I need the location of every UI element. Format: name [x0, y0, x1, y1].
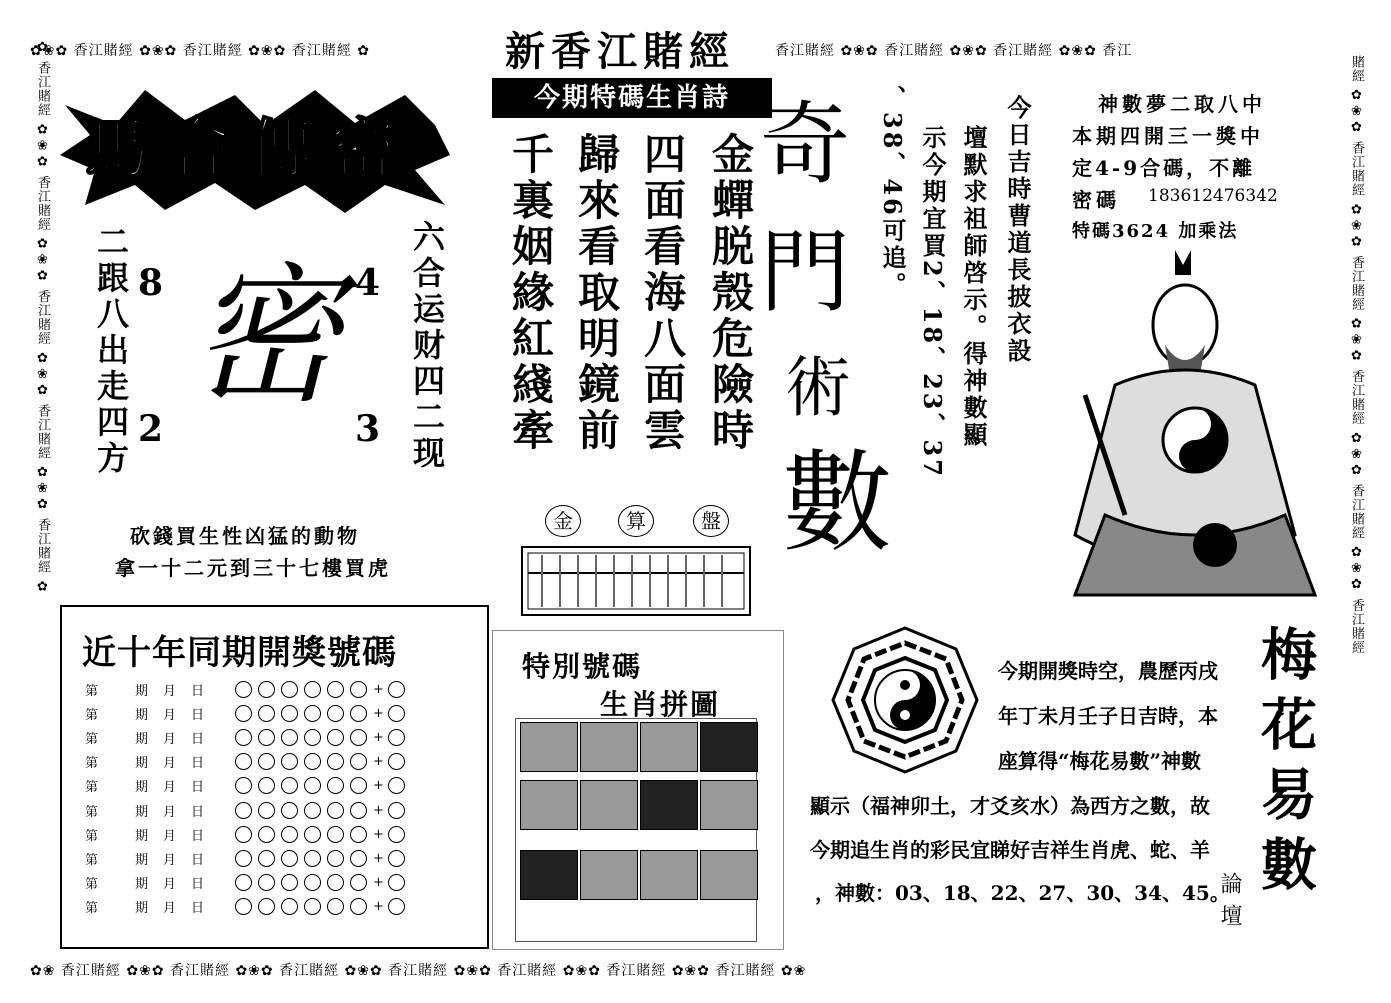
month-label: 月	[163, 877, 177, 893]
puzzle-piece	[520, 722, 578, 772]
puzzle-piece	[700, 722, 758, 772]
meihua-text-1: 今期開獎時空，農歷丙戌	[998, 659, 1218, 683]
number-circle	[327, 874, 344, 891]
history-row	[85, 750, 411, 774]
prophecy-line-1: 今日吉時曹道長披衣設	[1003, 95, 1032, 365]
riddle-line-2: 拿一十二元到三十七樓買虎	[115, 556, 391, 580]
shenshu-line-2: 本期四開三一獎中	[1072, 124, 1264, 148]
special-number-circle	[388, 681, 405, 698]
number-circle	[350, 753, 367, 770]
special-number-circle	[388, 729, 405, 746]
special-number-circle	[388, 705, 405, 722]
qimen-char-2: 門	[760, 220, 850, 325]
number-circle	[281, 802, 298, 819]
number-circle	[281, 777, 298, 794]
number-circle	[327, 705, 344, 722]
shenshu-line-1: 神數夢二取八中	[1098, 92, 1266, 116]
special-number-circle	[388, 898, 405, 915]
number-circle	[304, 826, 321, 843]
prophecy-line-3: 示今期宜買2、18、23、37	[918, 125, 947, 479]
month-label: 月	[163, 828, 177, 844]
history-row	[85, 701, 411, 725]
number-tr: 4	[355, 262, 381, 304]
number-circle	[350, 729, 367, 746]
period-suffix: 期	[135, 707, 149, 723]
number-circle	[304, 777, 321, 794]
puzzle-piece	[520, 850, 578, 900]
period-suffix: 期	[135, 804, 149, 820]
number-circle	[327, 826, 344, 843]
poem-subtitle: 今期特碼生肖詩	[492, 78, 772, 118]
top-border-left: ✿❀✿ 香江賭經 ✿❀✿ 香江賭經 ✿❀✿ 香江賭經 ✿	[30, 43, 371, 59]
number-circle	[327, 898, 344, 915]
jinsuanpan-label-1: 金	[545, 505, 581, 537]
bagua-diagram	[830, 625, 980, 775]
period-suffix: 期	[135, 828, 149, 844]
plus-sign: +	[373, 705, 384, 721]
bottom-border: ✿❀ 香江賭經 ✿❀✿ 香江賭經 ✿❀✿ 香江賭經 ✿❀✿ 香江賭經 ✿❀✿ 香江賭經 ✿❀✿ 香江賭經 ✿❀✿ 香江賭經 ✿❀	[30, 963, 807, 979]
period-label: 第	[85, 731, 99, 747]
history-row	[85, 846, 411, 870]
left-phrase: 二跟八出走四方	[92, 225, 130, 477]
number-circle	[258, 705, 275, 722]
number-circle	[258, 681, 275, 698]
special-number-circle	[388, 874, 405, 891]
number-circle	[281, 874, 298, 891]
plus-sign: +	[373, 802, 384, 818]
history-row	[85, 725, 411, 749]
prophecy-line-2: 壇默求祖師啓示。得神數顯	[959, 125, 988, 449]
left-border: ✿ 香江賭經 ✿❀✿ 香江賭經 ✿❀✿ 香江賭經 ✿❀✿ 香江賭經 ✿❀✿ 香江賭經 ✿	[35, 40, 50, 596]
number-circle	[235, 850, 252, 867]
month-label: 月	[163, 901, 177, 917]
number-circle	[350, 705, 367, 722]
qimen-char-1: 奇	[760, 92, 850, 197]
meihua-text-2: 年丁未月壬子日吉時，本	[998, 704, 1218, 728]
shenshu-line-4a: 密碼	[1072, 188, 1120, 212]
puzzle-piece	[700, 780, 758, 830]
puzzle-piece	[580, 722, 638, 772]
meihua-text-5: 今期追生肖的彩民宜睇好吉祥生肖虎、蛇、羊	[810, 838, 1210, 862]
history-row	[85, 822, 411, 846]
number-circle	[235, 729, 252, 746]
number-circle	[235, 874, 252, 891]
number-circle	[235, 753, 252, 770]
number-circle	[235, 898, 252, 915]
number-circle	[258, 850, 275, 867]
number-circle	[350, 826, 367, 843]
puzzle-piece	[580, 780, 638, 830]
number-circle	[304, 705, 321, 722]
special-title-1: 特別號碼	[522, 650, 643, 683]
number-circle	[350, 802, 367, 819]
number-circle	[304, 898, 321, 915]
meihua-text-4: 顯示（福神卯土，才爻亥水）為西方之數，故	[810, 794, 1210, 818]
number-circle	[304, 802, 321, 819]
number-circle	[235, 681, 252, 698]
number-circle	[350, 850, 367, 867]
number-circle	[304, 681, 321, 698]
plus-sign: +	[373, 681, 384, 697]
period-suffix: 期	[135, 683, 149, 699]
password-number: 183612476342	[1148, 186, 1278, 206]
period-suffix: 期	[135, 901, 149, 917]
period-label: 第	[85, 683, 99, 699]
page-title: 新香江賭經	[505, 28, 735, 75]
month-label: 月	[163, 804, 177, 820]
poem-line-3: 歸來看取明鏡前	[572, 132, 621, 454]
day-label: 日	[191, 731, 205, 747]
month-label: 月	[163, 707, 177, 723]
plus-sign: +	[373, 826, 384, 842]
jinsuanpan-label-2: 算	[618, 505, 654, 537]
period-label: 第	[85, 804, 99, 820]
period-label: 第	[85, 707, 99, 723]
meihua-text-6: ，神數：03、18、22、27、30、34、45。	[815, 881, 1230, 905]
period-label: 第	[85, 828, 99, 844]
number-circle	[281, 681, 298, 698]
day-label: 日	[191, 877, 205, 893]
number-circle	[235, 705, 252, 722]
period-suffix: 期	[135, 756, 149, 772]
history-row	[85, 895, 411, 919]
number-circle	[327, 681, 344, 698]
month-label: 月	[163, 731, 177, 747]
number-circle	[281, 705, 298, 722]
plus-sign: +	[373, 729, 384, 745]
abacus-image	[520, 545, 752, 617]
prophecy-line-4: 、38、46可追。	[878, 85, 907, 299]
history-title: 近十年同期開獎號碼	[82, 633, 397, 673]
number-circle	[304, 874, 321, 891]
number-circle	[281, 898, 298, 915]
number-circle	[258, 898, 275, 915]
number-tl: 8	[138, 262, 164, 304]
shenshu-line-3: 定4-9合碼，不離	[1072, 156, 1256, 180]
number-circle	[350, 874, 367, 891]
puzzle-piece	[640, 780, 698, 830]
right-border: 賭經 ✿❀✿ 香江賭經 ✿❀✿ 香江賭經 ✿❀✿ 香江賭經 ✿❀✿ 香江賭經 ✿❀✿ 香江賭經	[1349, 55, 1364, 655]
shenshu-line-5: 特碼3624 加乘法	[1072, 221, 1239, 242]
plus-sign: +	[373, 875, 384, 891]
period-label: 第	[85, 901, 99, 917]
history-row	[85, 798, 411, 822]
period-suffix: 期	[135, 731, 149, 747]
number-circle	[235, 802, 252, 819]
banner-title: 馬會傳密	[85, 112, 413, 187]
history-row	[85, 774, 411, 798]
period-label: 第	[85, 756, 99, 772]
period-label: 第	[85, 780, 99, 796]
number-circle	[304, 753, 321, 770]
number-circle	[350, 777, 367, 794]
month-label: 月	[163, 780, 177, 796]
month-label: 月	[163, 683, 177, 699]
number-circle	[304, 850, 321, 867]
period-suffix: 期	[135, 780, 149, 796]
deity-illustration	[1045, 245, 1335, 600]
history-row	[85, 677, 411, 701]
meihua-text-3: 座算得“梅花易數”神數	[998, 749, 1202, 773]
special-number-circle	[388, 777, 405, 794]
number-circle	[327, 850, 344, 867]
number-br: 3	[355, 408, 381, 450]
poem-line-2: 四面看海八面雲	[638, 132, 687, 454]
puzzle-piece	[640, 850, 698, 900]
puzzle-piece	[640, 722, 698, 772]
calligraphy-char: 密	[190, 250, 341, 424]
special-title-2: 生肖拼圖	[600, 688, 721, 721]
riddle-line-1: 砍錢買生性凶猛的動物	[130, 524, 360, 548]
number-circle	[258, 874, 275, 891]
day-label: 日	[191, 852, 205, 868]
number-circle	[258, 826, 275, 843]
day-label: 日	[191, 804, 205, 820]
day-label: 日	[191, 707, 205, 723]
meihua-title: 梅花易數	[1252, 625, 1318, 905]
number-circle	[258, 753, 275, 770]
top-border-right: 香江賭經 ✿❀✿ 香江賭經 ✿❀✿ 香江賭經 ✿❀✿ 香江	[775, 43, 1133, 59]
puzzle-piece	[520, 780, 578, 830]
puzzle-piece	[580, 850, 638, 900]
number-circle	[235, 777, 252, 794]
special-number-circle	[388, 753, 405, 770]
day-label: 日	[191, 780, 205, 796]
number-circle	[350, 898, 367, 915]
special-number-circle	[388, 826, 405, 843]
number-circle	[281, 850, 298, 867]
period-label: 第	[85, 877, 99, 893]
qimen-char-4: 數	[782, 439, 892, 567]
number-circle	[235, 826, 252, 843]
month-label: 月	[163, 852, 177, 868]
special-number-circle	[388, 802, 405, 819]
day-label: 日	[191, 828, 205, 844]
month-label: 月	[163, 756, 177, 772]
period-suffix: 期	[135, 852, 149, 868]
number-circle	[327, 802, 344, 819]
number-circle	[281, 826, 298, 843]
jinsuanpan-label-3: 盤	[693, 505, 729, 537]
meihua-signature: 論壇	[1217, 872, 1242, 936]
number-circle	[327, 753, 344, 770]
number-circle	[350, 681, 367, 698]
number-circle	[281, 753, 298, 770]
qimen-char-3: 術	[785, 349, 851, 426]
number-circle	[281, 729, 298, 746]
number-circle	[304, 729, 321, 746]
poem-line-4: 千裏姻緣紅綫牽	[506, 132, 555, 454]
number-circle	[258, 802, 275, 819]
plus-sign: +	[373, 899, 384, 915]
number-circle	[327, 729, 344, 746]
number-circle	[327, 777, 344, 794]
history-row	[85, 871, 411, 895]
plus-sign: +	[373, 778, 384, 794]
number-circle	[258, 777, 275, 794]
period-label: 第	[85, 852, 99, 868]
period-suffix: 期	[135, 877, 149, 893]
poem-line-1: 金蟬脱殼危險時	[706, 132, 755, 454]
number-circle	[258, 729, 275, 746]
number-bl: 2	[138, 408, 164, 450]
day-label: 日	[191, 683, 205, 699]
plus-sign: +	[373, 850, 384, 866]
right-phrase: 六合运财四二现	[408, 220, 446, 472]
puzzle-piece	[700, 850, 758, 900]
day-label: 日	[191, 756, 205, 772]
plus-sign: +	[373, 754, 384, 770]
special-number-circle	[388, 850, 405, 867]
day-label: 日	[191, 901, 205, 917]
